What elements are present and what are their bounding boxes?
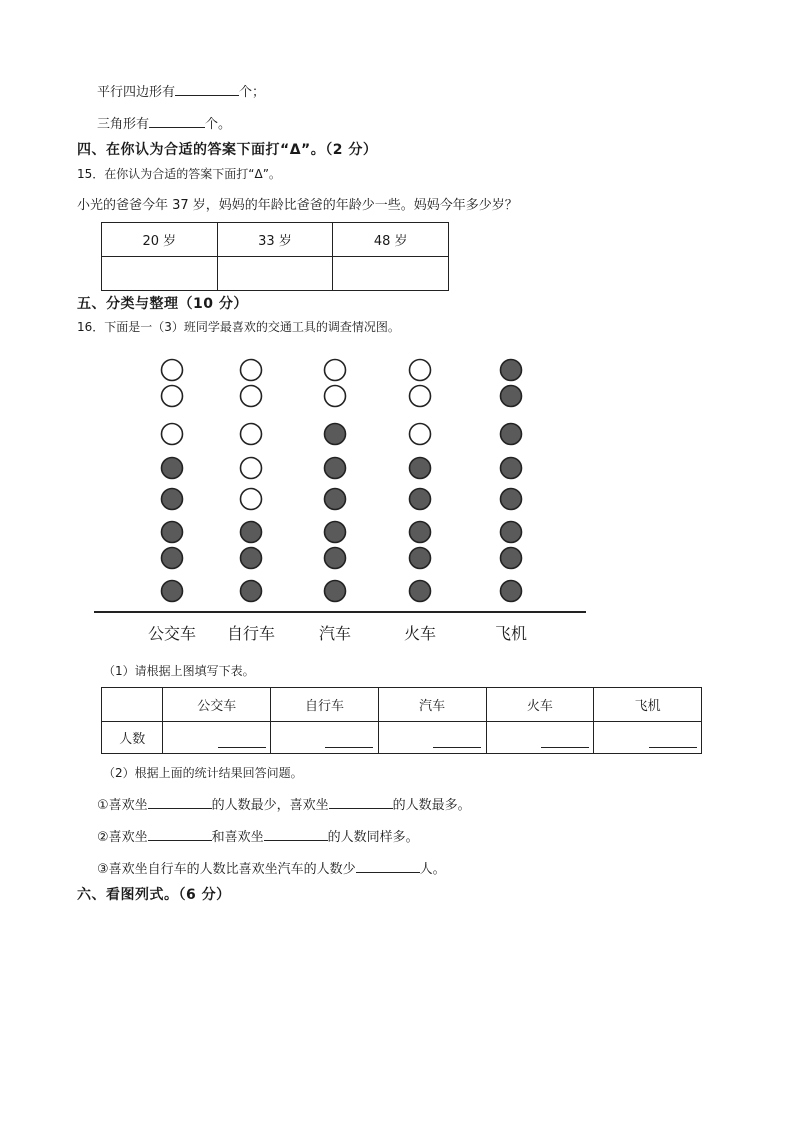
filled-circle-mark: [162, 522, 183, 543]
table-header-bicycle: 自行车: [271, 688, 379, 722]
q2-blank-1[interactable]: [148, 827, 212, 841]
q1-blank-1[interactable]: [148, 795, 212, 809]
filled-circle-mark: [410, 489, 431, 510]
filled-circle-mark: [501, 360, 522, 381]
empty-circle-mark: [410, 360, 431, 381]
section-6-title: 六、看图列式。（6 分）: [77, 887, 231, 903]
filled-circle-mark: [501, 522, 522, 543]
triangle-blank[interactable]: [149, 114, 205, 128]
q15-label: 15．在你认为合适的答案下面打“Δ”。: [77, 167, 281, 181]
answer-cell[interactable]: [333, 257, 449, 291]
filled-circle-mark: [501, 386, 522, 407]
q15-options-table: [101, 222, 449, 291]
parallelogram-line: [97, 82, 265, 102]
q15-text: 小光的爸爸今年 37 岁，妈妈的年龄比爸爸的年龄少一些。妈妈今年多少岁？: [77, 198, 518, 213]
q3-text-b: 人。: [419, 862, 446, 877]
part1-label: （1）请根据上图填写下表。: [103, 664, 255, 678]
answer-cell[interactable]: [102, 257, 218, 291]
q1-text-c: 的人数最多。: [392, 798, 471, 813]
filled-circle-mark: [325, 548, 346, 569]
q3-line: [97, 859, 446, 879]
parallelogram-prefix: 平行四边形有: [97, 85, 176, 100]
option-cell: 20 岁: [102, 223, 218, 257]
filled-circle-mark: [325, 424, 346, 445]
filled-circle-mark: [501, 581, 522, 602]
q2-text-b: 和喜欢坐: [211, 830, 264, 845]
empty-circle-mark: [162, 386, 183, 407]
answer-blank[interactable]: [649, 737, 697, 748]
filled-circle-mark: [501, 489, 522, 510]
filled-circle-mark: [410, 458, 431, 479]
filled-circle-mark: [501, 424, 522, 445]
empty-circle-mark: [162, 424, 183, 445]
filled-circle-mark: [325, 458, 346, 479]
category-label: 公交车: [147, 624, 197, 643]
table-header-bus: 公交车: [163, 688, 271, 722]
q2-blank-2[interactable]: [264, 827, 328, 841]
q2-line: [97, 827, 419, 847]
table-corner-cell: [102, 688, 163, 722]
empty-circle-mark: [325, 360, 346, 381]
q1-text-b: 的人数最少，喜欢坐: [211, 798, 329, 813]
empty-circle-mark: [410, 386, 431, 407]
empty-circle-mark: [241, 386, 262, 407]
table-header-train: 火车: [486, 688, 594, 722]
filled-circle-mark: [241, 522, 262, 543]
category-label: 飞机: [494, 624, 528, 643]
filled-circle-mark: [501, 458, 522, 479]
table-count-train[interactable]: [486, 722, 594, 754]
option-cell: 33 岁: [217, 223, 333, 257]
empty-circle-mark: [325, 386, 346, 407]
table-row-label: 人数: [102, 722, 163, 754]
empty-circle-mark: [241, 360, 262, 381]
empty-circle-mark: [162, 360, 183, 381]
triangle-prefix: 三角形有: [97, 117, 150, 132]
pictograph-chart: [90, 348, 590, 648]
empty-circle-mark: [410, 424, 431, 445]
triangle-suffix: 个。: [205, 117, 232, 132]
q3-text-a: ③喜欢坐自行车的人数比喜欢坐汽车的人数少: [97, 862, 356, 877]
filled-circle-mark: [410, 581, 431, 602]
part2-label: （2）根据上面的统计结果回答问题。: [103, 766, 303, 780]
table-count-plane[interactable]: [594, 722, 702, 754]
filled-circle-mark: [325, 581, 346, 602]
filled-circle-mark: [410, 522, 431, 543]
q2-text-a: ②喜欢坐: [97, 830, 148, 845]
answer-cell[interactable]: [217, 257, 333, 291]
category-label: 汽车: [318, 624, 352, 643]
table-header-car: 汽车: [378, 688, 486, 722]
category-label: 火车: [403, 624, 437, 643]
q1-blank-2[interactable]: [329, 795, 393, 809]
filled-circle-mark: [501, 548, 522, 569]
empty-circle-mark: [241, 424, 262, 445]
q2-text-c: 的人数同样多。: [327, 830, 419, 845]
q1-text-a: ①喜欢坐: [97, 798, 148, 813]
filled-circle-mark: [410, 548, 431, 569]
empty-circle-mark: [241, 458, 262, 479]
q1-line: [97, 795, 471, 815]
option-cell: 48 岁: [333, 223, 449, 257]
filled-circle-mark: [241, 548, 262, 569]
answer-blank[interactable]: [325, 737, 373, 748]
filled-circle-mark: [325, 522, 346, 543]
count-table: [101, 687, 702, 754]
q3-blank[interactable]: [356, 859, 420, 873]
answer-blank[interactable]: [218, 737, 266, 748]
filled-circle-mark: [162, 548, 183, 569]
filled-circle-mark: [241, 581, 262, 602]
answer-blank[interactable]: [541, 737, 589, 748]
table-header-plane: 飞机: [594, 688, 702, 722]
category-label: 自行车: [226, 624, 276, 643]
table-count-bus[interactable]: [163, 722, 271, 754]
empty-circle-mark: [241, 489, 262, 510]
filled-circle-mark: [162, 489, 183, 510]
filled-circle-mark: [162, 581, 183, 602]
parallelogram-blank[interactable]: [175, 82, 239, 96]
section-4-title: 四、在你认为合适的答案下面打“Δ”。（2 分）: [77, 142, 378, 158]
filled-circle-mark: [325, 489, 346, 510]
parallelogram-suffix: 个；: [239, 85, 266, 100]
q16-label: 16．下面是一（3）班同学最喜欢的交通工具的调查情况图。: [77, 320, 400, 334]
section-5-title: 五、分类与整理（10 分）: [77, 296, 248, 312]
answer-blank[interactable]: [433, 737, 481, 748]
table-count-bicycle[interactable]: [271, 722, 379, 754]
triangle-line: [97, 114, 231, 134]
table-count-car[interactable]: [378, 722, 486, 754]
filled-circle-mark: [162, 458, 183, 479]
